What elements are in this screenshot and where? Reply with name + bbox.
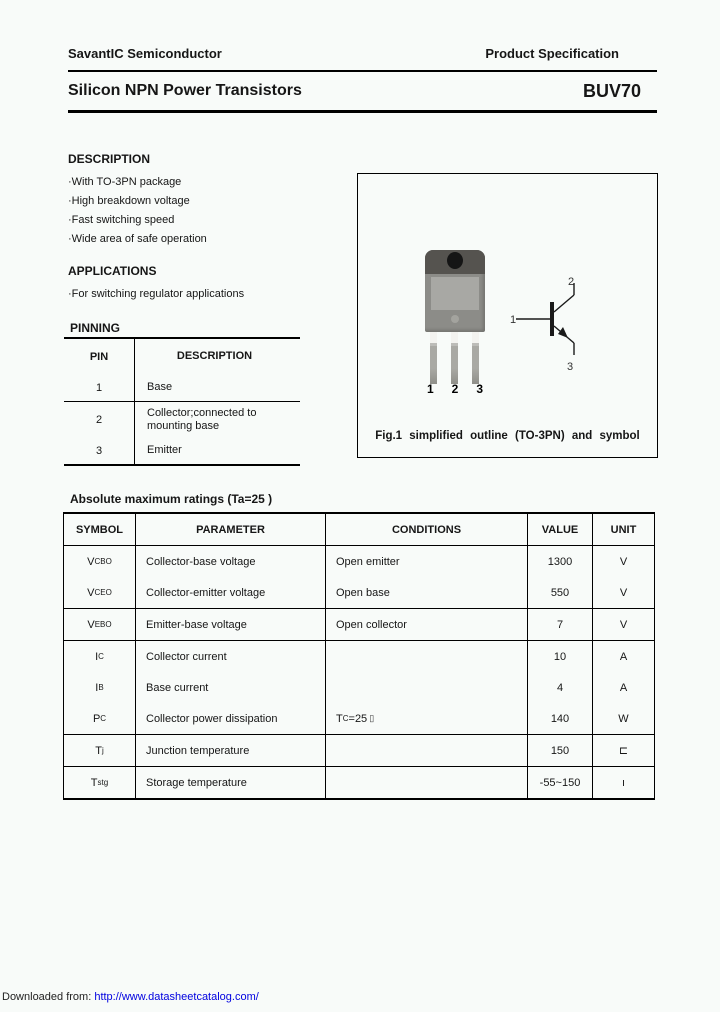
parameter-column-header: PARAMETER (136, 514, 326, 545)
part-number: BUV70 (582, 80, 641, 101)
conditions-cell (326, 641, 528, 672)
pin-column-header: PIN (64, 339, 135, 374)
unit-cell: ⊏ (618, 745, 629, 757)
page-header (68, 46, 657, 113)
value-cell: 1300 (528, 546, 593, 577)
unit-column-header: UNIT (610, 523, 637, 536)
value-cell: 7 (528, 609, 593, 640)
footer-link[interactable]: http://www.datasheetcatalog.com/ (94, 991, 259, 1003)
parameter-cell: Emitter-base voltage (136, 609, 326, 640)
description-item: ·Wide area of safe operation (68, 233, 207, 245)
pin-number: 1 (64, 374, 135, 401)
value-cell: 140 (528, 703, 593, 734)
vendor-name: SavantIC Semiconductor (68, 46, 222, 61)
symbol-pin-base-label: 1 (510, 314, 517, 326)
conditions-column-header: CONDITIONS (326, 514, 528, 545)
value-cell: 4 (528, 672, 593, 703)
unit-cell: ı (621, 776, 626, 789)
symbol-pin-emitter-label: 3 (567, 361, 574, 373)
page-footer (2, 991, 259, 1003)
value-cell: -55~150 (528, 767, 593, 798)
package-mounting-hole (447, 252, 463, 269)
table-row (64, 703, 654, 735)
description-item: ·High breakdown voltage (68, 195, 190, 207)
unit-cell: V (619, 586, 628, 599)
pin-description: Collector;connected to mounting base (147, 406, 257, 432)
pinning-table (64, 337, 300, 466)
symbol-cell: V EBO (64, 609, 136, 640)
ratings-table (63, 512, 655, 800)
spec-label: Product Specification (485, 46, 619, 61)
symbol-cell: V CEO (64, 577, 136, 608)
pin-label: 3 (476, 382, 483, 396)
unit-cell: A (619, 681, 628, 694)
symbol-cell: T stg (64, 767, 136, 798)
conditions-cell (326, 672, 528, 703)
applications-item: ·For switching regulator applications (68, 288, 245, 300)
ratings-heading: Absolute maximum ratings (Ta=25 ) (70, 492, 273, 506)
parameter-cell: Collector-emitter voltage (136, 577, 326, 608)
figure-caption: Fig.1 simplified outline (TO-3PN) and symbol (375, 430, 640, 442)
description-heading: DESCRIPTION (68, 152, 151, 166)
pin-label: 2 (451, 382, 459, 396)
package-leg-3 (472, 332, 479, 384)
symbol-cell: P C (64, 703, 136, 734)
value-cell: 10 (528, 641, 593, 672)
pin-number: 2 (64, 402, 135, 437)
parameter-cell: Base current (136, 672, 326, 703)
conditions-cell: Open base (326, 577, 528, 608)
table-row (64, 735, 654, 767)
symbol-cell: V CBO (64, 546, 136, 577)
pin-number: 3 (64, 437, 135, 464)
pinning-heading: PINNING (70, 321, 121, 335)
package-dot (451, 315, 459, 323)
conditions-cell (326, 767, 528, 798)
conditions-cell: T C =25 ▯ (326, 703, 528, 734)
parameter-cell: Junction temperature (136, 735, 326, 766)
description-column-header: DESCRIPTION (176, 350, 253, 362)
description-section (68, 152, 207, 249)
applications-section (68, 264, 244, 304)
symbol-cell: I C (64, 641, 136, 672)
pin-description: Emitter (147, 444, 182, 456)
pinning-header-row (64, 339, 300, 374)
symbol-cell: T j (64, 735, 136, 766)
applications-heading: APPLICATIONS (68, 264, 157, 278)
package-label-area (431, 277, 479, 310)
conditions-cell: Open collector (326, 609, 528, 640)
table-row (64, 402, 300, 437)
parameter-cell: Storage temperature (136, 767, 326, 798)
description-item: ·Fast switching speed (68, 214, 175, 226)
npn-transistor-symbol (508, 274, 618, 374)
table-row (64, 672, 654, 703)
table-row (64, 374, 300, 402)
unit-cell: V (619, 618, 628, 631)
symbol-pin-collector-label: 2 (568, 276, 575, 288)
description-item: ·With TO-3PN package (68, 176, 182, 188)
table-row (64, 437, 300, 464)
pin-label: 1 (427, 382, 434, 396)
package-leg-1 (430, 332, 437, 384)
symbol-column-header: SYMBOL (64, 514, 136, 545)
package-pin-labels (422, 382, 488, 396)
figure-box (357, 173, 658, 458)
conditions-cell (326, 735, 528, 766)
broken-degree-glyph: ▯ (369, 713, 375, 723)
unit-cell: W (618, 712, 629, 725)
package-leg-2 (451, 332, 458, 384)
parameter-cell: Collector-base voltage (136, 546, 326, 577)
table-row (64, 767, 654, 798)
symbol-cell: I B (64, 672, 136, 703)
value-column-header: VALUE (528, 514, 593, 545)
table-row (64, 641, 654, 672)
table-row (64, 577, 654, 609)
unit-cell: A (619, 650, 628, 663)
page-title: Silicon NPN Power Transistors (68, 82, 302, 99)
ratings-header-row (64, 514, 654, 546)
unit-cell: V (619, 555, 628, 568)
package-photo (422, 248, 488, 400)
value-cell: 150 (528, 735, 593, 766)
table-row (64, 609, 654, 641)
conditions-cell: Open emitter (326, 546, 528, 577)
header-rule-thick (68, 110, 657, 113)
footer-prefix: Downloaded from: (2, 991, 95, 1003)
value-cell: 550 (528, 577, 593, 608)
pin-description: Base (147, 381, 173, 393)
parameter-cell: Collector current (136, 641, 326, 672)
table-row (64, 546, 654, 577)
parameter-cell: Collector power dissipation (136, 703, 326, 734)
